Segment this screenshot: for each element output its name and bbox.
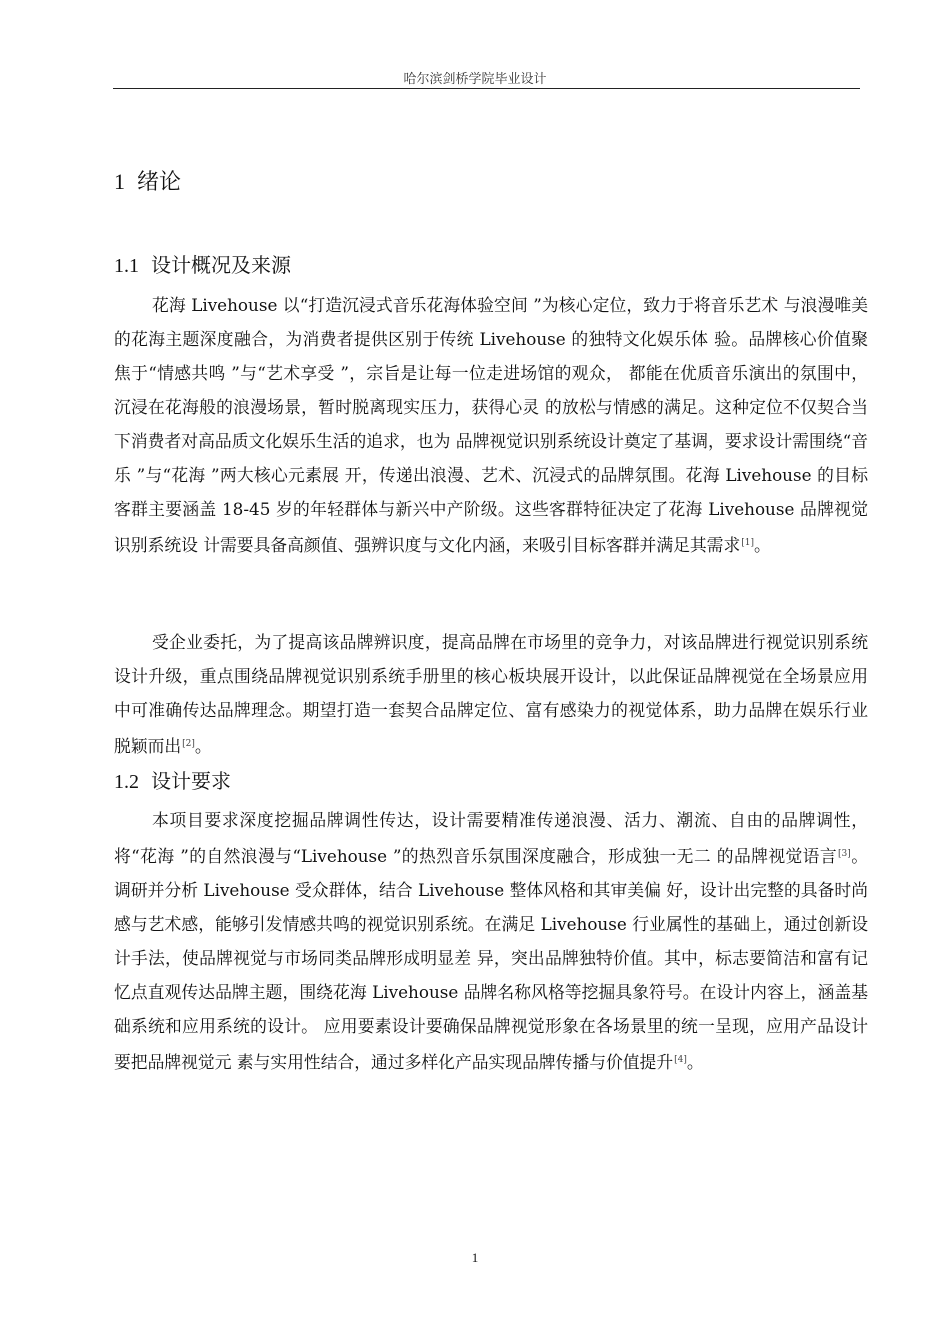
chapter-number: 1 — [114, 169, 125, 194]
body-paragraph — [114, 625, 868, 763]
page-number: 1 — [471, 1250, 479, 1265]
running-header: 哈尔滨剑桥学院毕业设计 — [403, 72, 547, 87]
section-number: 1.2 — [114, 771, 139, 793]
section-heading — [114, 249, 291, 278]
paragraph-text: 本项目要求深度挖掘品牌调性传达，设计需要精准传递浪漫、活力、潮流、自由的品牌调性，将“花海 ”的自然浪漫与“Livehouse ”的热烈音乐氛围深度融合，形成独一无二 的品牌视觉语言 — [114, 810, 868, 866]
paragraph-end: 。 — [686, 1052, 704, 1072]
body-paragraph — [114, 803, 868, 1079]
paragraph-end: 。 — [194, 736, 212, 756]
paragraph-text: 受企业委托，为了提高该品牌辨识度，提高品牌在市场里的竞争力，对该品牌进行视觉识别系统设计升级，重点围绕品牌视觉识别系统手册里的核心板块展开设计，以此保证品牌视觉在全场景应用中可准确传达品牌理念。期望打造一套契合品牌定位、富有感染力的视觉体系，助力品牌在娱乐行业脱颖而出 — [114, 632, 868, 756]
citation-ref: [4] — [674, 1055, 687, 1065]
paragraph-text: 花海 Livehouse 以“打造沉浸式音乐花海体验空间 ”为核心定位，致力于将音乐艺术 与浪漫唯美的花海主题深度融合，为消费者提供区别于传统 Livehouse 的独特文化娱乐体 验。品牌核心价值聚焦于“情感共鸣 ”与“艺术享受 ”，宗旨是让每一位走进场馆的观众， 都能在优质音乐演出的氛围中，沉浸在花海般的浪漫场景，暂时脱离现实压力，获得心灵 的放松与情感的满足。这种定位不仅契合当下消费者对高品质文化娱乐生活的追求，也为 品牌视觉识别系统设计奠定了基调，要求设计需围绕“音乐 ”与“花海 ”两大核心元素展 开，传递出浪漫、艺术、沉浸式的品牌氛围。花海 Livehouse 的目标客群主要涵盖 18-45 岁的年轻群体与新兴中产阶级。这些客群特征决定了花海 Livehouse 品牌视觉识别系统设 计需要具备高颜值、强辨识度与文化内涵，来吸引目标客群并满足其需求 — [114, 295, 868, 555]
paragraph-text: 。调研并分析 Livehouse 受众群体，结合 Livehouse 整体风格和其审美偏 好，设计出完整的具备时尚感与艺术感，能够引发情感共鸣的视觉识别系统。在满足 Livehouse 行业属性的基础上，通过创新设计手法，使品牌视觉与市场同类品牌形成明显差 异，突出品牌独特价值。其中，标志要简洁和富有记忆点直观传达品牌主题，围绕花海 Livehouse 品牌名称风格等挖掘具象符号。在设计内容上，涵盖基础系统和应用系统的设计。 应用要素设计要确保品牌视觉形象在各场景里的统一呈现，应用产品设计要把品牌视觉元 素与实用性结合，通过多样化产品实现品牌传播与价值提升 — [114, 846, 868, 1072]
citation-ref: [1] — [741, 538, 754, 548]
section-number: 1.1 — [114, 255, 139, 277]
citation-ref: [2] — [182, 739, 195, 749]
body-paragraph — [114, 288, 868, 562]
chapter-heading — [114, 165, 181, 196]
paragraph-end: 。 — [754, 535, 771, 555]
section-title: 设计要求 — [151, 769, 231, 793]
chapter-title: 绪论 — [137, 170, 182, 195]
section-heading — [114, 765, 231, 794]
header-rule — [113, 88, 860, 89]
citation-ref: [3] — [838, 849, 851, 859]
section-title: 设计概况及来源 — [151, 253, 291, 277]
